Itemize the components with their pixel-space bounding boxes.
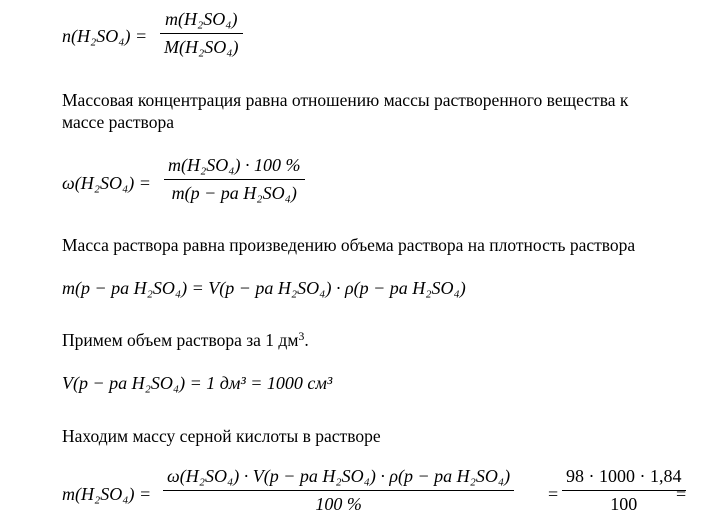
formula-4: V(p − pa H₂SO₄) = 1 дм³ = 1000 см³ [62,373,333,393]
formula-3: m(p − pa H₂SO₄) = V(p − pa H₂SO₄) · ρ(p − pa H₂SO₄) [62,278,466,298]
formula-5-equals: = [548,484,559,504]
paragraph-3-sup: 3 [298,329,305,343]
formula-2-numerator: m(H₂SO₄) · 100 % [168,155,301,175]
formula-5-numerator: ω(H₂SO₄) · V(p − pa H₂SO₄) · ρ(p − pa H₂SO₄) [167,466,511,486]
paragraph-4: Находим массу серной кислоты в растворе [62,426,381,446]
formula-5-fraction [163,466,514,515]
formula-5-fraction-2 [562,466,686,515]
paragraph-2: Масса раствора равна произведению объема раствора на плотность раствора [62,235,636,255]
formula-5-numerator-2: 98 · 1000 · 1,84 [566,466,682,486]
paragraph-3 [62,329,309,351]
paragraph-1-line-2: массе раствора [62,112,174,132]
formula-5-denominator: 100 % [315,494,362,514]
formula-2-lhs: ω(H₂SO₄) = [62,173,151,193]
paragraph-3-text: Примем объем раствора за 1 дм [62,330,299,350]
formula-5-tail: = [676,484,687,504]
formula-5-lhs: m(H₂SO₄) = [62,484,152,504]
paragraph-1-line-1: Массовая концентрация равна отношению массы растворенного вещества к [62,90,629,110]
formula-2-fraction [164,155,305,204]
formula-1-denominator: M(H₂SO₄) [164,37,239,57]
formula-1-lhs: n(H₂SO₄) = [62,26,148,46]
formula-2-denominator: m(p − pa H₂SO₄) [171,183,297,203]
paragraph-3-end: . [304,330,309,350]
formula-5-denominator-2: 100 [610,494,638,514]
formula-1-numerator: m(H₂SO₄) [164,9,238,29]
formula-1-fraction [160,9,243,58]
